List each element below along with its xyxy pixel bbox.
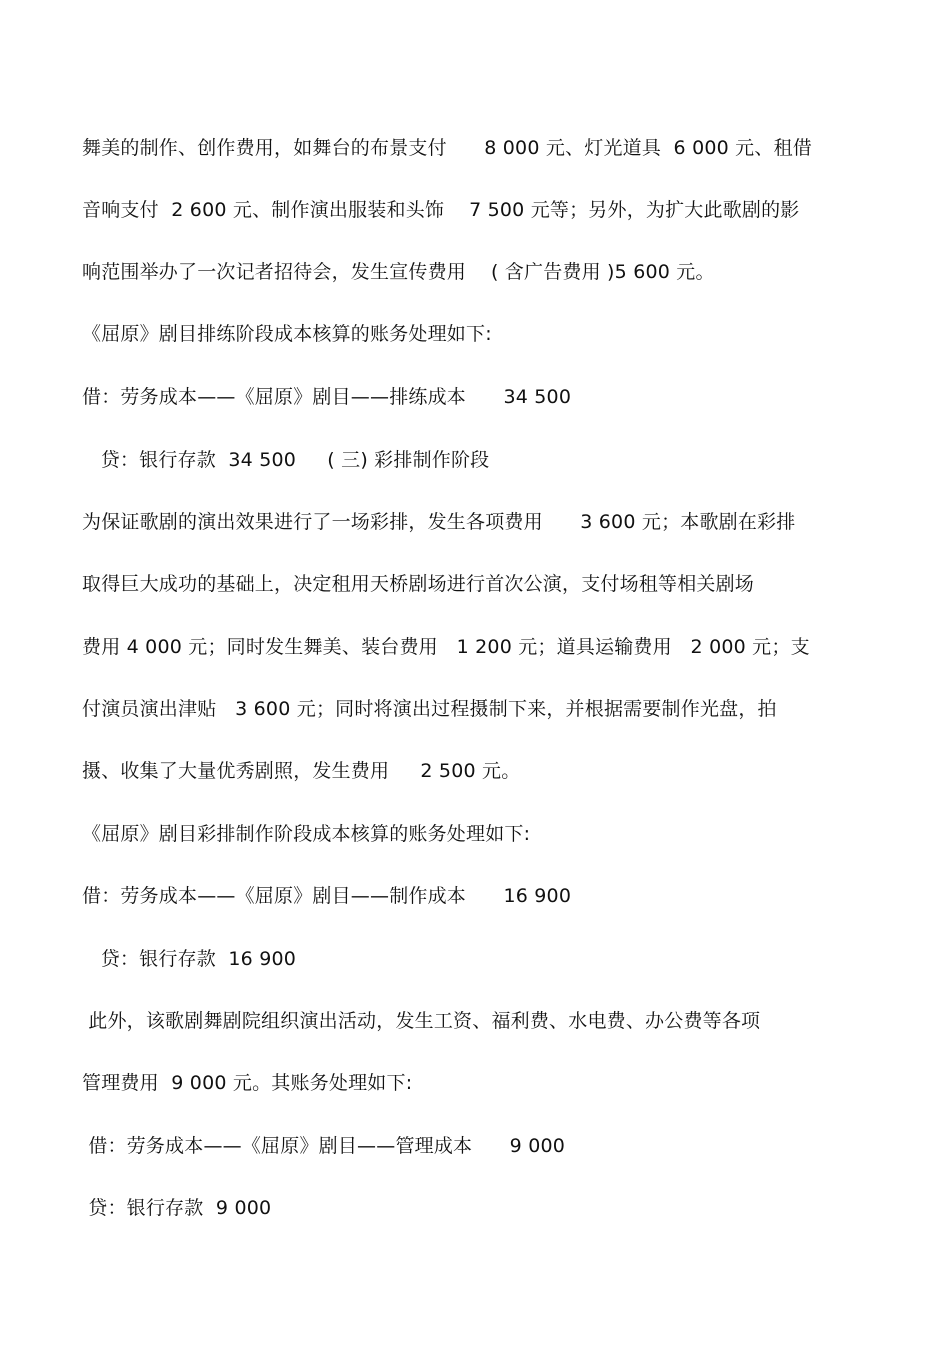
paragraph-line: 取得巨大成功的基础上，决定租用天桥剧场进行首次公演，支付场租等相关剧场 xyxy=(82,573,755,595)
journal-entry-credit: 贷：银行存款 9 000 xyxy=(82,1197,272,1219)
heading-line: 《屈原》剧目排练阶段成本核算的账务处理如下: xyxy=(82,323,492,345)
paragraph-line: 付演员演出津贴 3 600 元；同时将演出过程摄制下来，并根据需要制作光盘，拍 xyxy=(82,698,777,720)
heading-line: 《屈原》剧目彩排制作阶段成本核算的账务处理如下: xyxy=(82,823,531,845)
paragraph-line: 舞美的制作、创作费用，如舞台的布景支付 8 000 元、灯光道具 6 000 元、租借 xyxy=(82,137,812,159)
journal-entry-debit: 借：劳务成本——《屈原》剧目——排练成本 34 500 xyxy=(82,386,572,408)
paragraph-line: 摄、收集了大量优秀剧照，发生费用 2 500 元。 xyxy=(82,760,521,782)
paragraph-line: 响范围举办了一次记者招待会，发生宣传费用 ( 含广告费用 )5 600 元。 xyxy=(82,261,715,283)
paragraph-line: 管理费用 9 000 元。其账务处理如下: xyxy=(82,1072,413,1094)
paragraph-line: 音响支付 2 600 元、制作演出服装和头饰 7 500 元等；另外，为扩大此歌剧的影 xyxy=(82,199,800,221)
paragraph-line: 为保证歌剧的演出效果进行了一场彩排，发生各项费用 3 600 元；本歌剧在彩排 xyxy=(82,511,796,533)
journal-entry-debit: 借：劳务成本——《屈原》剧目——制作成本 16 900 xyxy=(82,885,572,907)
journal-entry-credit: 贷：银行存款 16 900 xyxy=(82,948,297,970)
paragraph-line: 费用 4 000 元；同时发生舞美、装台费用 1 200 元；道具运输费用 2 000 元；支 xyxy=(82,636,810,658)
journal-entry-credit: 贷：银行存款 34 500 ( 三) 彩排制作阶段 xyxy=(82,449,490,471)
journal-entry-debit: 借：劳务成本——《屈原》剧目——管理成本 9 000 xyxy=(82,1135,566,1157)
paragraph-line: 此外，该歌剧舞剧院组织演出活动，发生工资、福利费、水电费、办公费等各项 xyxy=(82,1010,761,1032)
